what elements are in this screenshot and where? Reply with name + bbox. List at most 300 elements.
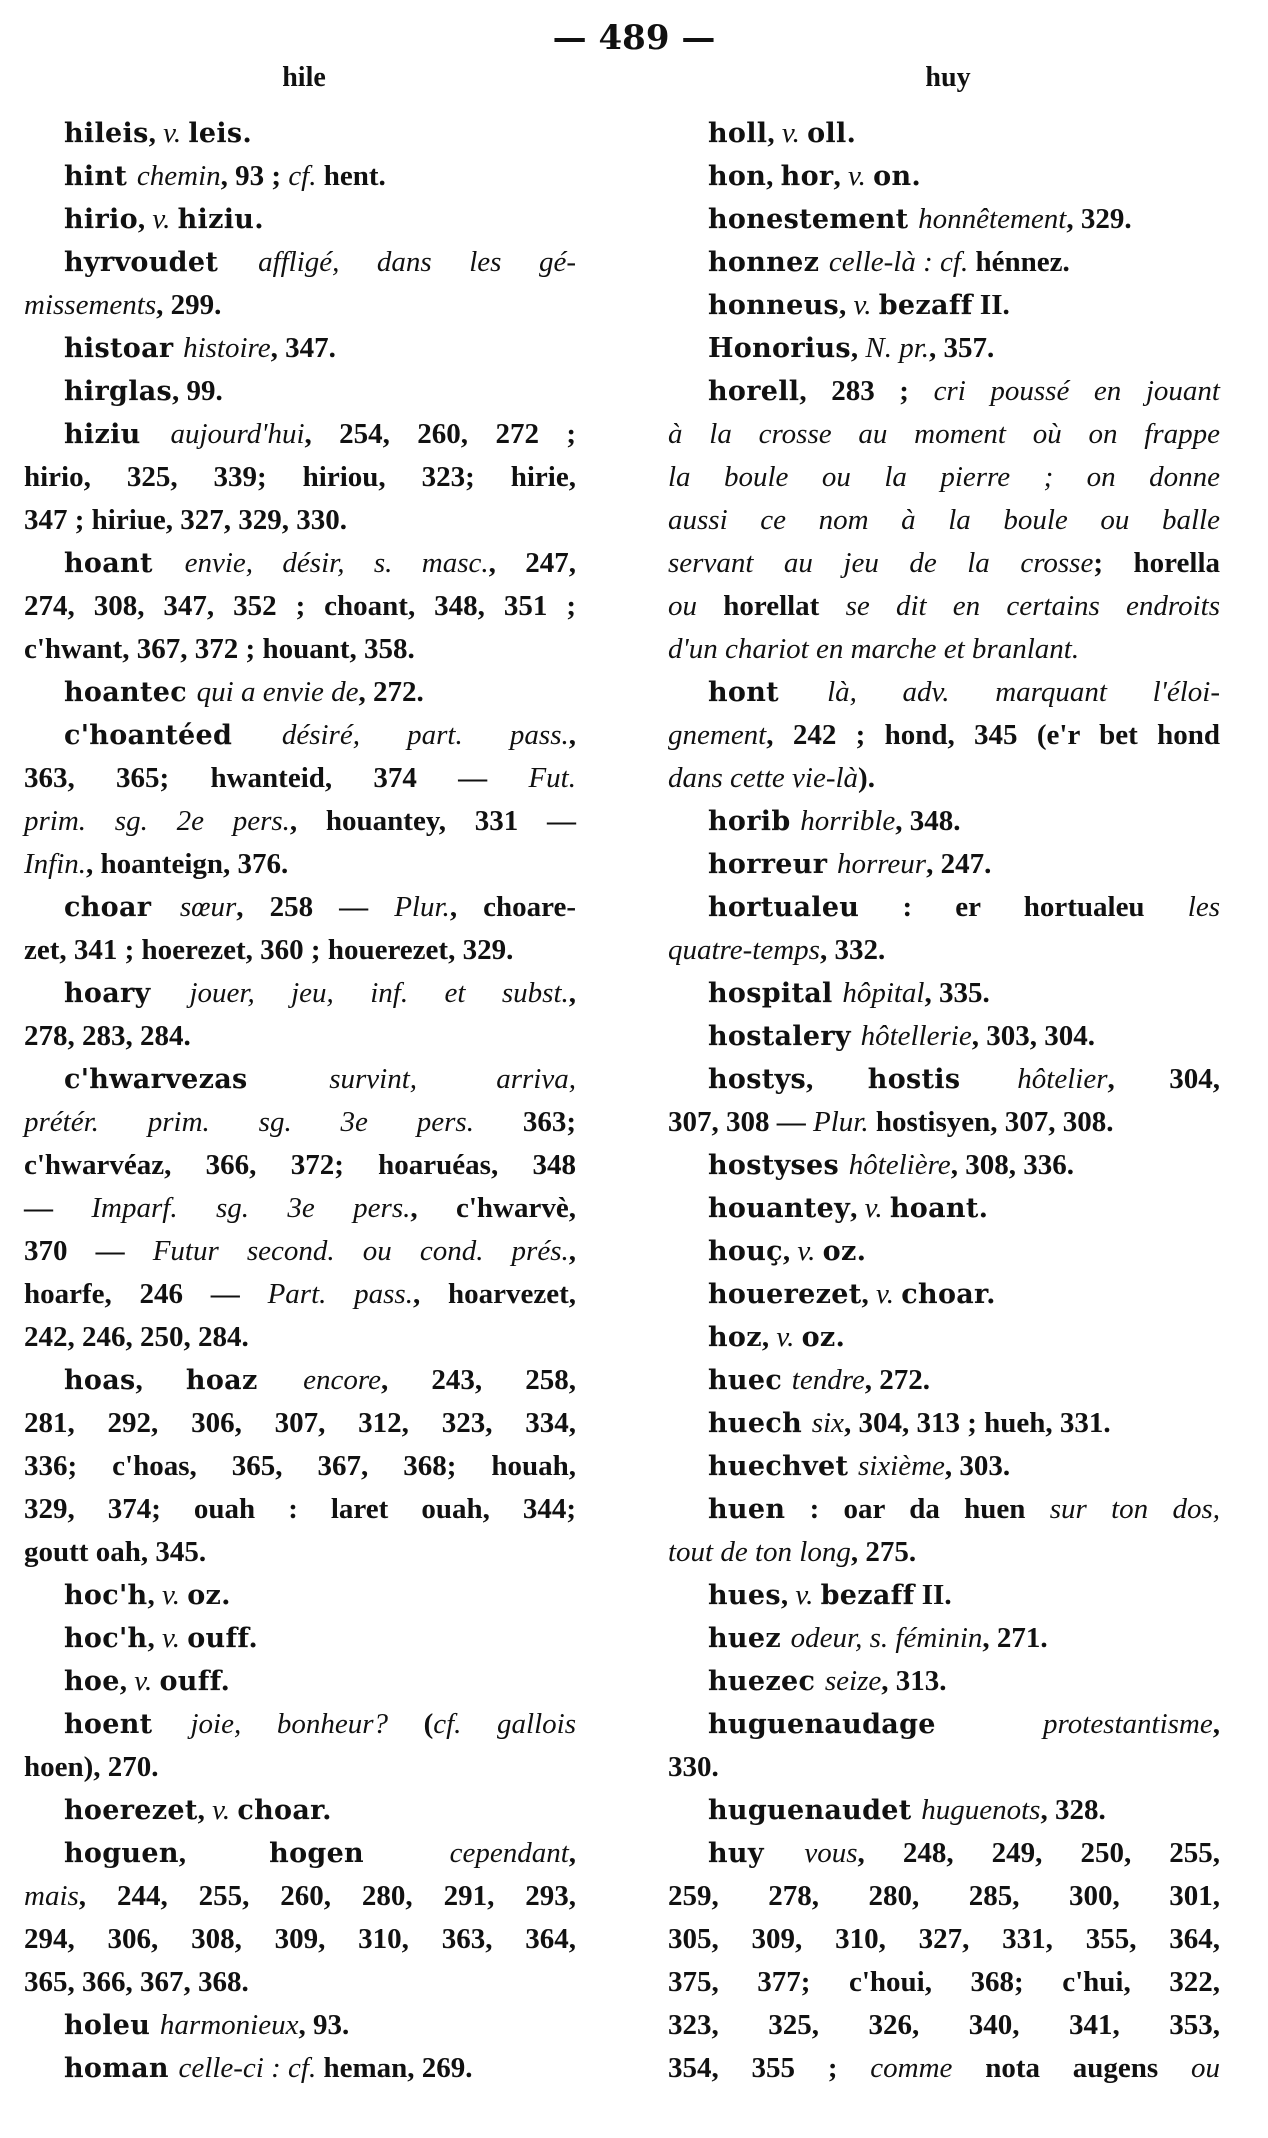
dictionary-line xyxy=(668,1660,1220,1703)
reference-text: II. xyxy=(914,1579,952,1611)
definition-text: v. xyxy=(853,289,879,321)
page-number: — 489 — xyxy=(552,18,716,58)
definition-text: celle-ci : cf. xyxy=(178,2052,317,2084)
dictionary-line xyxy=(668,1488,1220,1531)
definition-text: d'un chariot en marche et branlant. xyxy=(668,633,1080,665)
reference-text: , xyxy=(148,117,164,149)
right-column xyxy=(668,112,1220,2090)
definition-text: jouer, jeu, inf. et subst. xyxy=(189,977,569,1009)
headword: houç xyxy=(708,1236,783,1267)
headword: homan xyxy=(64,2053,179,2084)
reference-text: , choare- xyxy=(449,891,577,923)
definition-text: v. xyxy=(163,117,189,149)
reference-text: ( xyxy=(387,1708,434,1740)
reference-text: , hoarvezet, xyxy=(412,1278,576,1310)
headword: bezaff xyxy=(878,290,973,321)
definition-text: Imparf. sg. 3e pers. xyxy=(91,1192,411,1224)
dictionary-line xyxy=(668,112,1220,155)
dictionary-line xyxy=(668,843,1220,886)
headword: hoz xyxy=(708,1322,762,1353)
reference-text: heman, 269. xyxy=(316,2052,473,2084)
dictionary-line xyxy=(668,2047,1220,2090)
reference-text: , 254, 260, 272 ; xyxy=(304,418,576,450)
dictionary-line xyxy=(668,1875,1220,1918)
definition-text: à la crosse au moment où on frappe xyxy=(668,418,1220,450)
reference-text: , 248, 249, 250, 255, xyxy=(857,1837,1220,1869)
dictionary-line xyxy=(668,1918,1220,1961)
dictionary-line xyxy=(668,1789,1220,1832)
reference-text: 278, 283, 284. xyxy=(24,1020,191,1052)
definition-text: affligé, dans les gé- xyxy=(258,246,576,278)
headword: hon xyxy=(708,161,767,192)
dictionary-line xyxy=(24,1316,576,1359)
dictionary-line xyxy=(668,800,1220,843)
dictionary-line xyxy=(24,972,576,1015)
definition-text: v. xyxy=(776,1321,802,1353)
headword: hiziu. xyxy=(177,204,264,235)
dictionary-line xyxy=(668,1402,1220,1445)
definition-text: N. pr. xyxy=(865,332,930,364)
reference-text: 363; xyxy=(473,1106,576,1138)
dictionary-line xyxy=(668,585,1220,628)
definition-text: gnement xyxy=(668,719,767,751)
definition-text: harmonieux xyxy=(159,2009,299,2041)
dictionary-line xyxy=(668,671,1220,714)
headword: horib xyxy=(708,806,801,837)
headword: hoant xyxy=(64,548,185,579)
reference-text: hirio, 325, 339; hiriou, 323; hirie, xyxy=(24,461,576,493)
definition-text: mais xyxy=(24,1880,79,1912)
reference-text: , xyxy=(780,1579,796,1611)
definition-text: v. xyxy=(161,1622,188,1654)
dictionary-line xyxy=(668,1961,1220,2004)
reference-text: hoen), 270. xyxy=(24,1751,159,1783)
reference-text: , xyxy=(178,1837,270,1869)
definition-text: Infin. xyxy=(24,848,87,880)
definition-text: missements xyxy=(24,289,157,321)
headword: oll. xyxy=(807,118,857,149)
headword: bezaff xyxy=(820,1580,915,1611)
dictionary-line xyxy=(668,542,1220,585)
reference-text: , 348. xyxy=(895,805,961,837)
definition-text: huguenots xyxy=(921,1794,1041,1826)
dictionary-line xyxy=(24,2047,576,2090)
reference-text: , xyxy=(568,977,577,1009)
definition-text: servant au jeu de la crosse xyxy=(668,547,1094,579)
headword: hoantec xyxy=(64,677,197,708)
reference-text: , 328. xyxy=(1040,1794,1106,1826)
dictionary-line xyxy=(24,198,576,241)
headword: hirio xyxy=(64,204,138,235)
headword: choar xyxy=(64,892,180,923)
headword: hoent xyxy=(64,1709,191,1740)
dictionary-line xyxy=(24,843,576,886)
dictionary-line xyxy=(668,972,1220,1015)
reference-text: 363, 365; hwanteid, 374 — xyxy=(24,762,529,794)
definition-text: prim. sg. 2e pers. xyxy=(24,805,290,837)
definition-text: envie, désir, s. masc. xyxy=(184,547,489,579)
dictionary-line xyxy=(24,1832,576,1875)
headword: huechvet xyxy=(708,1451,858,1482)
reference-text: , xyxy=(137,203,153,235)
reference-text: , 93 ; xyxy=(220,160,289,192)
headword: hostyses xyxy=(708,1150,849,1181)
dictionary-line xyxy=(668,1144,1220,1187)
headword: hues xyxy=(708,1580,781,1611)
reference-text: 365, 366, 367, 368. xyxy=(24,1966,249,1998)
headword: c'hoantéed xyxy=(64,720,282,751)
definition-text: là, adv. marquant l'éloi- xyxy=(827,676,1220,708)
dictionary-line xyxy=(24,1574,576,1617)
dictionary-line xyxy=(668,1359,1220,1402)
dictionary-line xyxy=(668,413,1220,456)
headword: hoguen xyxy=(64,1838,179,1869)
definition-text: aussi ce nom à la boule ou balle xyxy=(668,504,1220,536)
reference-text: ; horella xyxy=(1093,547,1220,579)
reference-text: , xyxy=(1212,1708,1220,1740)
definition-text: sixième xyxy=(857,1450,945,1482)
dictionary-line xyxy=(24,1918,576,1961)
headword: huez xyxy=(708,1623,791,1654)
definition-text: v. xyxy=(134,1665,160,1697)
headword: oz. xyxy=(822,1236,867,1267)
reference-text: , 272. xyxy=(358,676,424,708)
dictionary-line xyxy=(668,1617,1220,1660)
definition-text: qui a envie de xyxy=(196,676,359,708)
definition-text: Part. pass. xyxy=(267,1278,413,1310)
dictionary-line xyxy=(668,499,1220,542)
headword: hiziu xyxy=(64,419,171,450)
dictionary-line xyxy=(668,886,1220,929)
dictionary-line xyxy=(668,757,1220,800)
definition-text: sœur xyxy=(179,891,237,923)
reference-text: , hoanteign, 376. xyxy=(86,848,289,880)
dictionary-line xyxy=(668,1187,1220,1230)
reference-text: : oar da huen xyxy=(785,1493,1050,1525)
reference-text: , houantey, 331 — xyxy=(289,805,576,837)
dictionary-line xyxy=(668,1703,1220,1746)
reference-text: 242, 246, 250, 284. xyxy=(24,1321,249,1353)
reference-text: 305, 309, 310, 327, 331, 355, 364, xyxy=(668,1923,1220,1955)
definition-text: six xyxy=(811,1407,844,1439)
definition-text: prétér. prim. sg. 3e pers. xyxy=(24,1106,474,1138)
reference-text: , 93. xyxy=(298,2009,350,2041)
dictionary-line xyxy=(24,155,576,198)
definition-text: v. xyxy=(212,1794,238,1826)
dictionary-line xyxy=(668,198,1220,241)
dictionary-line xyxy=(668,1015,1220,1058)
dictionary-line xyxy=(24,714,576,757)
definition-text: cf. xyxy=(288,160,317,192)
definition-text: v. xyxy=(781,117,808,149)
definition-text: hôpital xyxy=(842,977,925,1009)
reference-text: 329, 374; ouah : laret ouah, 344; xyxy=(24,1493,576,1525)
dictionary-line xyxy=(24,1531,576,1574)
reference-text: 347 ; hiriue, 327, 329, 330. xyxy=(24,504,348,536)
dictionary-line xyxy=(24,1359,576,1402)
definition-text: aujourd'hui xyxy=(170,418,305,450)
dictionary-line xyxy=(24,327,576,370)
running-head-left: hile xyxy=(282,62,326,93)
definition-text: Plur. xyxy=(813,1106,869,1138)
headword: huguenaudage xyxy=(708,1709,1044,1740)
reference-text: , 304, 313 ; hueh, 331. xyxy=(843,1407,1111,1439)
dictionary-line xyxy=(24,1101,576,1144)
dictionary-line xyxy=(24,499,576,542)
reference-text: 307, 308 — xyxy=(668,1106,813,1138)
headword: hoe xyxy=(64,1666,120,1697)
reference-text: c'hwant, 367, 372 ; houant, 358. xyxy=(24,633,415,665)
headword: huy xyxy=(708,1838,805,1869)
reference-text: zet, 341 ; hoerezet, 360 ; houerezet, 329. xyxy=(24,934,514,966)
reference-text: 294, 306, 308, 309, 310, 363, 364, xyxy=(24,1923,576,1955)
left-column xyxy=(24,112,576,2090)
dictionary-line xyxy=(668,929,1220,972)
definition-text: Futur second. ou cond. prés. xyxy=(152,1235,569,1267)
reference-text: 336; c'hoas, 365, 367, 368; houah, xyxy=(24,1450,576,1482)
definition-text: Fut. xyxy=(528,762,576,794)
reference-text: , xyxy=(766,160,781,192)
headword: hogen xyxy=(269,1838,450,1869)
reference-text: — xyxy=(24,1192,92,1224)
definition-text: seize xyxy=(824,1665,882,1697)
headword: oz. xyxy=(187,1580,231,1611)
dictionary-line xyxy=(24,628,576,671)
reference-text: , 335. xyxy=(924,977,990,1009)
reference-text: , 258 — xyxy=(236,891,395,923)
reference-text: , xyxy=(568,719,576,751)
dictionary-line xyxy=(24,456,576,499)
reference-text: , 308, 336. xyxy=(950,1149,1074,1181)
definition-text: ou xyxy=(668,590,724,622)
reference-text: , xyxy=(861,1278,877,1310)
headword: hor xyxy=(780,161,834,192)
dictionary-line xyxy=(24,1273,576,1316)
headword: huec xyxy=(708,1365,792,1396)
headword: honnez xyxy=(708,247,829,278)
reference-text: ). xyxy=(858,762,875,794)
headword: ouff. xyxy=(187,1623,259,1654)
reference-text: , 283 ; xyxy=(799,375,934,407)
dictionary-line xyxy=(668,327,1220,370)
dictionary-line xyxy=(668,370,1220,413)
dictionary-line xyxy=(24,370,576,413)
headword: choar. xyxy=(901,1279,996,1310)
definition-text: cf. gallois xyxy=(433,1708,576,1740)
dictionary-line xyxy=(24,542,576,585)
reference-text: , 247. xyxy=(926,848,992,880)
definition-text: cri poussé en jouant xyxy=(933,375,1220,407)
reference-text: 259, 278, 280, 285, 300, 301, xyxy=(668,1880,1220,1912)
dictionary-line xyxy=(668,1101,1220,1144)
dictionary-line xyxy=(668,1230,1220,1273)
definition-text: hôtellerie xyxy=(860,1020,972,1052)
dictionary-line xyxy=(24,1488,576,1531)
dictionary-line xyxy=(24,241,576,284)
reference-text: , xyxy=(767,117,782,149)
dictionary-line xyxy=(24,413,576,456)
dictionary-line xyxy=(668,1316,1220,1359)
reference-text: hostisyen, 307, 308. xyxy=(868,1106,1114,1138)
dictionary-line xyxy=(668,1273,1220,1316)
headword: horreur xyxy=(708,849,837,880)
dictionary-line xyxy=(24,1746,576,1789)
reference-text: hénnez. xyxy=(968,246,1070,278)
reference-text: , xyxy=(147,1622,162,1654)
headword: ouff. xyxy=(159,1666,231,1697)
definition-text: histoire xyxy=(183,332,271,364)
definition-text: protestantisme xyxy=(1043,1708,1213,1740)
reference-text: , xyxy=(839,289,854,321)
reference-text: , 313. xyxy=(881,1665,947,1697)
reference-text: , 275. xyxy=(850,1536,917,1568)
definition-text: ou xyxy=(1191,2052,1220,2084)
headword: hirglas xyxy=(64,376,173,407)
reference-text: , xyxy=(761,1321,777,1353)
dictionary-line xyxy=(24,1660,576,1703)
reference-text: , 303, 304. xyxy=(971,1020,1095,1052)
reference-text: 370 — xyxy=(24,1235,153,1267)
reference-text: hent. xyxy=(316,160,386,192)
reference-text: II. xyxy=(972,289,1010,321)
headword: hostis xyxy=(867,1064,1018,1095)
dictionary-line xyxy=(24,929,576,972)
headword: hoerezet xyxy=(64,1795,198,1826)
headword: hoas xyxy=(64,1365,136,1396)
dictionary-line xyxy=(24,1875,576,1918)
dictionary-line xyxy=(24,1015,576,1058)
reference-text: , 347. xyxy=(270,332,336,364)
reference-text: , xyxy=(135,1364,186,1396)
headword: huguenaudet xyxy=(708,1795,922,1826)
definition-text: v. xyxy=(795,1579,821,1611)
dictionary-line xyxy=(668,241,1220,284)
definition-text: survint, arriva, xyxy=(329,1063,576,1095)
headword: hoaz xyxy=(185,1365,304,1396)
headword: hyrvoudet xyxy=(64,247,259,278)
reference-text: , c'hwarvè, xyxy=(410,1192,576,1224)
definition-text: v. xyxy=(152,203,178,235)
reference-text: nota augens xyxy=(952,2052,1191,2084)
reference-text: 375, 377; c'houi, 368; c'hui, 322, xyxy=(668,1966,1220,1998)
dictionary-line xyxy=(668,1832,1220,1875)
dictionary-line xyxy=(24,671,576,714)
dictionary-line xyxy=(24,1402,576,1445)
headword: houantey xyxy=(708,1193,851,1224)
headword: holl xyxy=(708,118,768,149)
headword: hoary xyxy=(64,978,190,1009)
reference-text: , xyxy=(806,1063,868,1095)
reference-text: horellat xyxy=(723,590,846,622)
reference-text: , xyxy=(568,1235,576,1267)
dictionary-line xyxy=(24,2004,576,2047)
reference-text: : er hortualeu xyxy=(859,891,1188,923)
definition-text: v. xyxy=(161,1579,188,1611)
reference-text: 330. xyxy=(668,1751,719,1783)
dictionary-line xyxy=(668,2004,1220,2047)
headword: huech xyxy=(708,1408,812,1439)
definition-text: comme xyxy=(870,2052,953,2084)
reference-text: 274, 308, 347, 352 ; choant, 348, 351 ; xyxy=(24,590,576,622)
dictionary-line xyxy=(668,1574,1220,1617)
reference-text: , xyxy=(197,1794,213,1826)
definition-text: celle-là : cf. xyxy=(828,246,969,278)
reference-text: , xyxy=(782,1235,798,1267)
definition-text: se dit en certains endroits xyxy=(845,590,1220,622)
definition-text: Plur. xyxy=(394,891,450,923)
definition-text: hôtelière xyxy=(848,1149,951,1181)
headword: hostalery xyxy=(708,1021,861,1052)
headword: huezec xyxy=(708,1666,825,1697)
headword: choar. xyxy=(237,1795,332,1826)
reference-text: , xyxy=(119,1665,135,1697)
dictionary-line xyxy=(668,456,1220,499)
definition-text: désiré, part. pass. xyxy=(281,719,569,751)
reference-text: hoarfe, 246 — xyxy=(24,1278,268,1310)
reference-text: , 99. xyxy=(172,375,223,407)
reference-text: , 332. xyxy=(819,934,886,966)
headword: hoc'h xyxy=(64,1623,148,1654)
reference-text: goutt oah, 345. xyxy=(24,1536,207,1568)
reference-text: , 329. xyxy=(1066,203,1132,235)
definition-text: horrible xyxy=(800,805,896,837)
definition-text: la boule ou la pierre ; on donne xyxy=(668,461,1220,493)
definition-text: honnêtement xyxy=(918,203,1067,235)
headword: hortualeu xyxy=(708,892,860,923)
reference-text: , 243, 258, xyxy=(381,1364,576,1396)
reference-text: , 272. xyxy=(864,1364,931,1396)
reference-text: , xyxy=(568,1837,576,1869)
dictionary-line xyxy=(668,155,1220,198)
dictionary-line xyxy=(24,284,576,327)
dictionary-line xyxy=(24,1230,576,1273)
definition-text: v. xyxy=(876,1278,902,1310)
dictionary-line xyxy=(24,1789,576,1832)
dictionary-line xyxy=(668,284,1220,327)
headword: leis. xyxy=(188,118,253,149)
headword: houerezet xyxy=(708,1279,862,1310)
headword: horell xyxy=(708,376,800,407)
headword: hoc'h xyxy=(64,1580,148,1611)
reference-text: c'hwarvéaz, 366, 372; hoaruéas, 348 xyxy=(24,1149,576,1181)
definition-text: tendre xyxy=(791,1364,865,1396)
headword: honneus xyxy=(708,290,840,321)
dictionary-line xyxy=(24,1703,576,1746)
headword: hospital xyxy=(708,978,843,1009)
definition-text: odeur, s. féminin xyxy=(790,1622,983,1654)
reference-text: , xyxy=(850,332,866,364)
definition-text: joie, bonheur? xyxy=(190,1708,388,1740)
reference-text: , 247, xyxy=(488,547,577,579)
definition-text: vous xyxy=(804,1837,858,1869)
reference-text: , 303. xyxy=(944,1450,1011,1482)
headword: oz. xyxy=(801,1322,846,1353)
reference-text: , 242 ; hond, 345 (e'r bet hond xyxy=(766,719,1220,751)
reference-text: , 299. xyxy=(156,289,222,321)
dictionary-line xyxy=(24,757,576,800)
definition-text: v. xyxy=(847,160,874,192)
reference-text: 323, 325, 326, 340, 341, 353, xyxy=(668,2009,1220,2041)
definition-text: sur ton dos, xyxy=(1049,1493,1220,1525)
dictionary-line xyxy=(24,1187,576,1230)
definition-text: encore xyxy=(303,1364,381,1396)
headword: holeu xyxy=(64,2010,160,2041)
reference-text: , 357. xyxy=(929,332,995,364)
definition-text: chemin xyxy=(136,160,221,192)
dictionary-line xyxy=(668,628,1220,671)
headword: honestement xyxy=(708,204,919,235)
headword: hostys xyxy=(708,1064,807,1095)
